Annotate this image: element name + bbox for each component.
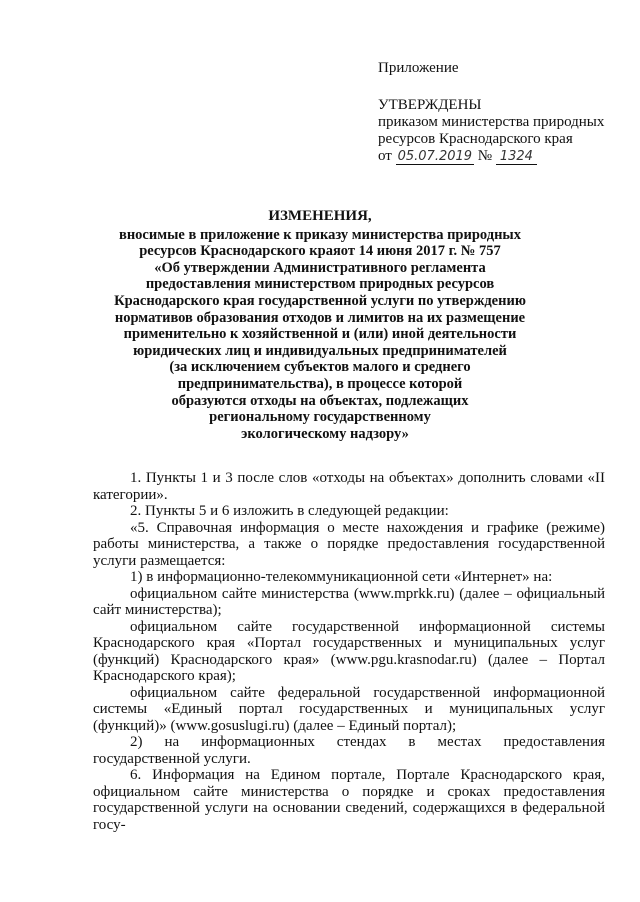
paragraph: «5. Справочная информация о месте нахождения и графике (режиме) работы министерства, а также о порядке предоставления государственной услуги размещается: bbox=[93, 519, 605, 569]
title-line: предпринимательства), в процессе которой bbox=[177, 375, 463, 392]
handwritten-number: 1324 bbox=[496, 149, 537, 165]
title-line: экологическому надзору» bbox=[241, 425, 409, 442]
title-line: юридических лиц и индивидуальных предпринимателей bbox=[133, 342, 507, 359]
title-line: образуются отходы на объектах, подлежащих bbox=[171, 392, 469, 409]
paragraph: 2. Пункты 5 и 6 изложить в следующей редакции: bbox=[130, 503, 449, 519]
paragraph: 2) на информационных стендах в местах предоставления государственной услуги. bbox=[93, 734, 605, 767]
approved-label: УТВЕРЖДЕНЫ bbox=[378, 97, 482, 113]
spacer bbox=[378, 77, 628, 97]
paragraph: официальном сайте государственной информационной системы Краснодарского края «Портал государственных и муниципальных услуг (функций) Краснодарского края» (www.pgu.krasnodar.ru) (далее – Портал Краснодарского края); bbox=[93, 618, 605, 684]
title-heading: ИЗМЕНЕНИЯ, bbox=[268, 208, 372, 224]
title-line: применительно к хозяйственной и (или) иной деятельности bbox=[123, 326, 517, 343]
number-prefix: № bbox=[477, 148, 493, 164]
title-line: нормативов образования отходов и лимитов на их размещение bbox=[114, 309, 526, 326]
title-line: предоставления министерством природных ресурсов bbox=[145, 276, 495, 293]
title-line: «Об утверждении Административного регламента bbox=[154, 259, 486, 276]
date-prefix: от bbox=[378, 148, 392, 164]
title-line: ресурсов Краснодарского краяот 14 июня 2017 г. № 757 bbox=[139, 243, 501, 260]
document-body bbox=[93, 470, 605, 833]
paragraph: 6. Информация на Едином портале, Портале Краснодарского края, официальном сайте министерства о порядке и сроках предоставления государственной услуги на основании сведений, содержащихся в федеральной госу- bbox=[93, 767, 605, 833]
order-date-line bbox=[378, 148, 628, 165]
document-title bbox=[95, 208, 545, 442]
appendix-label: Приложение bbox=[378, 60, 459, 76]
handwritten-date: 05.07.2019 bbox=[397, 149, 473, 164]
paragraph: 1) в информационно-телекоммуникационной сети «Интернет» на: bbox=[130, 569, 553, 585]
order-line-1: приказом министерства природных bbox=[378, 114, 605, 130]
approval-stamp bbox=[378, 60, 628, 165]
paragraph: официальном сайте федеральной государственной информационной системы «Единый портал государственных и муниципальных услуг (функций)» (www.gosuslugi.ru) (далее – Единый портал); bbox=[93, 684, 605, 734]
title-line: вносимые в приложение к приказу министерства природных bbox=[119, 226, 521, 243]
title-line: (за исключением субъектов малого и среднего bbox=[169, 359, 471, 376]
title-line: региональному государственному bbox=[209, 409, 431, 426]
paragraph: официальном сайте министерства (www.mprkk.ru) (далее – официальный сайт министерства); bbox=[93, 585, 605, 618]
title-line: Краснодарского края государственной услуги по утверждению bbox=[114, 292, 526, 309]
paragraph: 1. Пункты 1 и 3 после слов «отходы на объектах» дополнить словами «II категории». bbox=[93, 470, 605, 503]
order-line-2: ресурсов Краснодарского края bbox=[378, 131, 573, 147]
